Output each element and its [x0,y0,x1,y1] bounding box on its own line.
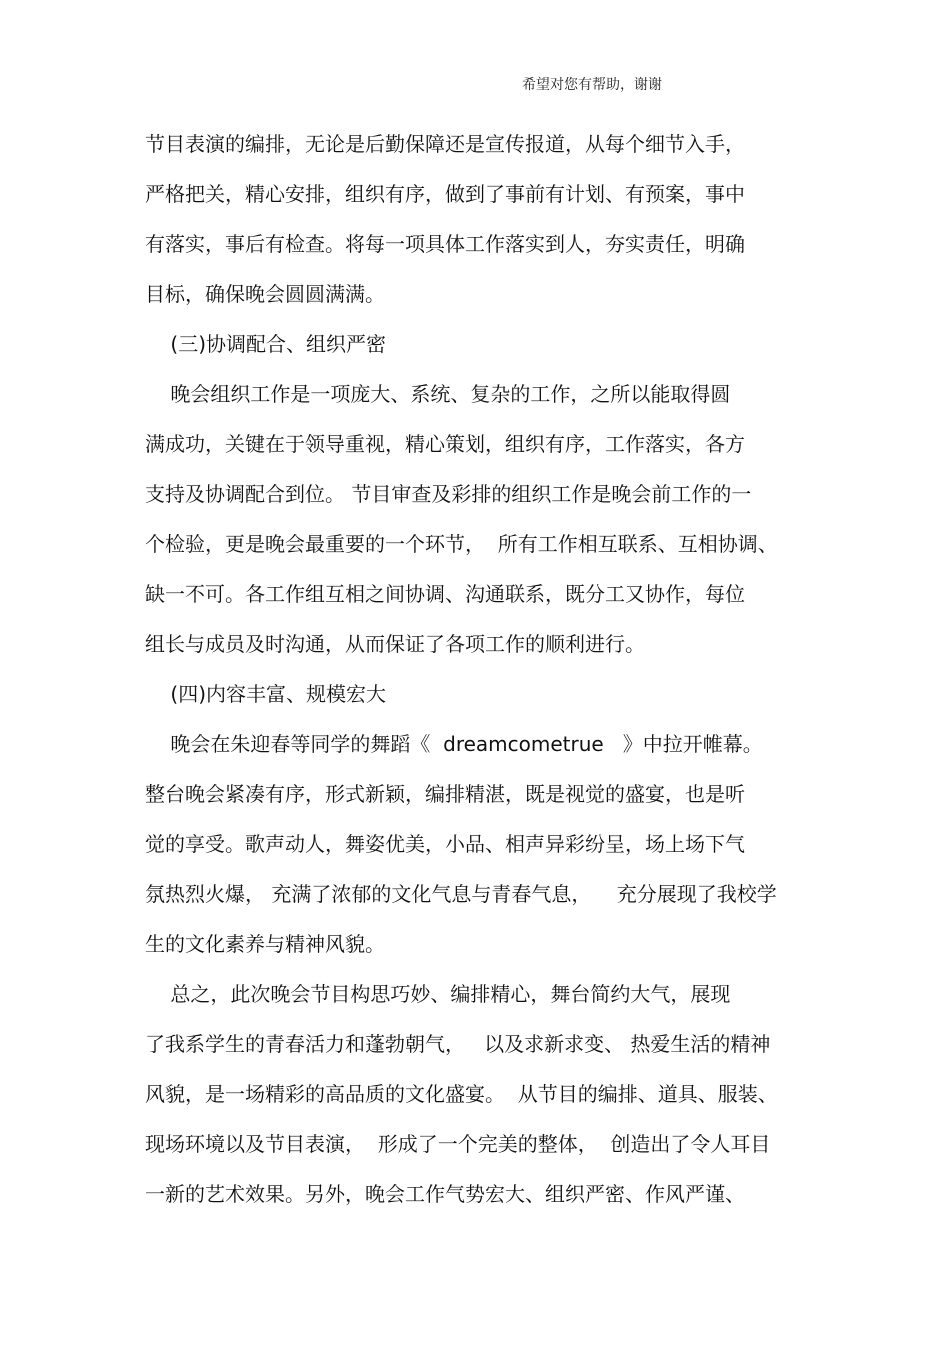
text-line: 晚会组织工作是一项庞大、系统、复杂的工作，之所以能取得圆 [145,382,731,406]
text-line: 严格把关，精心安排，组织有序，做到了事前有计划、有预案，事中 [145,182,745,206]
text-line: 晚会在朱迎春等同学的舞蹈《 dreamcometrue 》中拉开帷幕。 [145,732,763,756]
text-line: 生的文化素养与精神风貌。 [145,932,385,956]
text-line: 现场环境以及节目表演， 形成了一个完美的整体， 创造出了令人耳目 [145,1132,771,1156]
text-line: 一新的艺术效果。另外，晚会工作气势宏大、组织严密、作风严谨、 [145,1182,745,1206]
text-line: 个检验，更是晚会最重要的一个环节， 所有工作相互联系、互相协调、 [145,532,778,556]
text-line: 觉的享受。歌声动人，舞姿优美，小品、相声异彩纷呈，场上场下气 [145,832,745,856]
text-line: 了我系学生的青春活力和蓬勃朝气， 以及求新求变、 热爱生活的精神 [145,1032,771,1056]
header-note: 希望对您有帮助，谢谢 [522,77,662,93]
text-line: 风貌，是一场精彩的高品质的文化盛宴。 从节目的编排、道具、服装、 [145,1082,778,1106]
text-line: 整台晚会紧凑有序，形式新颖，编排精湛，既是视觉的盛宴，也是听 [145,782,745,806]
text-line: 目标，确保晚会圆圆满满。 [145,282,385,306]
text-line: 组长与成员及时沟通，从而保证了各项工作的顺利进行。 [145,632,645,656]
section-heading: (三)协调配合、组织严密 [145,332,387,356]
text-line: 节目表演的编排，无论是后勤保障还是宣传报道，从每个细节入手， [145,132,745,156]
text-line: 缺一不可。各工作组互相之间协调、沟通联系，既分工又协作，每位 [145,582,745,606]
text-line: 满成功，关键在于领导重视，精心策划，组织有序，工作落实，各方 [145,432,745,456]
text-line: 氛热烈火爆， 充满了浓郁的文化气息与青春气息， 充分展现了我校学 [145,882,777,906]
text-line: 支持及协调配合到位。 节目审查及彩排的组织工作是晚会前工作的一 [145,482,752,506]
text-line: 有落实，事后有检查。将每一项具体工作落实到人，夯实责任，明确 [145,232,745,256]
text-line: 总之，此次晚会节目构思巧妙、编排精心，舞台简约大气，展现 [145,982,731,1006]
section-heading: (四)内容丰富、规模宏大 [145,682,387,706]
